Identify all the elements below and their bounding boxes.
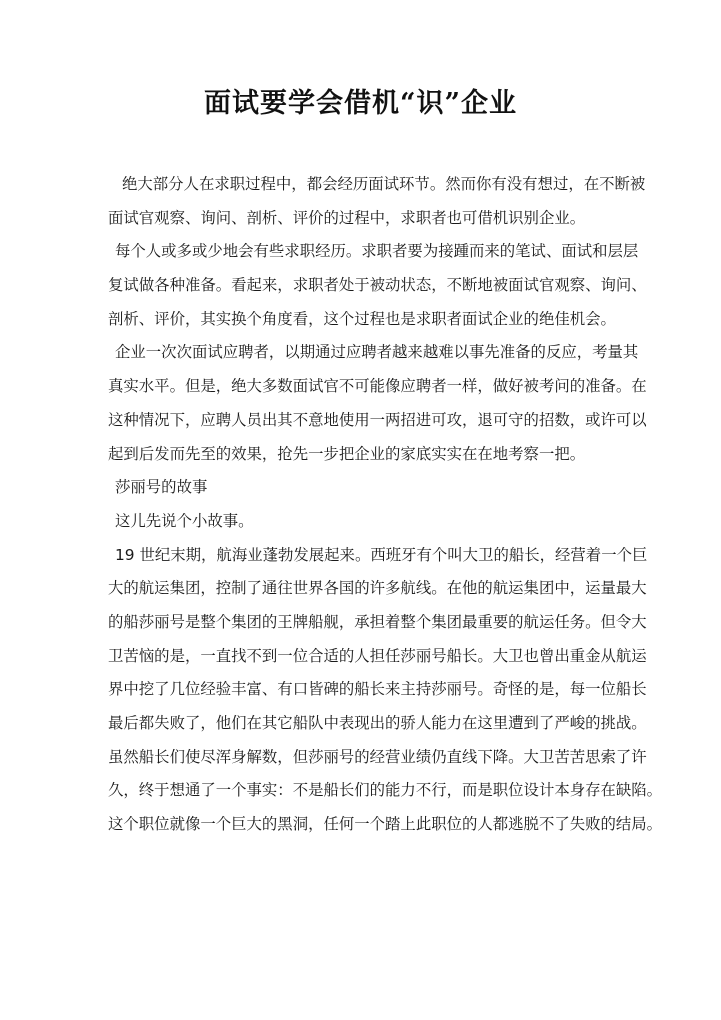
text-line: 虽然船长们使尽浑身解数，但莎丽号的经营业绩仍直线下降。大卫苦苦思索了许 — [108, 747, 647, 766]
text-line: 真实水平。但是，绝大多数面试官不可能像应聘者一样，做好被考问的准备。在 — [108, 377, 647, 396]
text-line: 的船莎丽号是整个集团的王牌船舰，承担着整个集团最重要的航运任务。但令大 — [108, 612, 647, 631]
text-line: 剖析、评价，其实换个角度看，这个过程也是求职者面试企业的绝佳机会。 — [108, 309, 616, 328]
text-line: 这个职位就像一个巨大的黑洞，任何一个踏上此职位的人都逃脱不了失败的结局。 — [108, 815, 663, 834]
text-line: 最后都失败了，他们在其它船队中表现出的骄人能力在这里遭到了严峻的挑战。 — [108, 714, 647, 732]
text-line: 企业一次次面试应聘者，以期通过应聘者越来越难以事先准备的反应，考量其 — [115, 343, 639, 362]
text-line: 大的航运集团，控制了通往世界各国的许多航线。在他的航运集团中，运量最大 — [108, 579, 647, 598]
text-line: 19 世纪末期，航海业蓬勃发展起来。西班牙有个叫大卫的船长，经营着一个巨 — [115, 545, 648, 564]
text-line: 每个人或多或少地会有些求职经历。求职者要为接踵而来的笔试、面试和层层 — [115, 242, 639, 261]
text-line: 面试官观察、询问、剖析、评价的过程中，求职者也可借机识别企业。 — [108, 208, 586, 227]
text-line: 卫苦恼的是，一直找不到一位合适的人担任莎丽号船长。大卫也曾出重金从航运 — [108, 646, 647, 665]
document-title: 面试要学会借机“识”企业 — [203, 88, 518, 119]
document-body — [108, 168, 663, 842]
text-line: 这种情况下，应聘人员出其不意地使用一两招进可攻，退可守的招数，或许可以 — [108, 410, 647, 429]
text-line: 绝大部分人在求职过程中，都会经历面试环节。然而你有没有想过，在不断被 — [122, 175, 646, 193]
text-line: 界中挖了几位经验丰富、有口皆碑的船长来主持莎丽号。奇怪的是，每一位船长 — [108, 680, 647, 699]
text-line: 复试做各种准备。看起来，求职者处于被动状态，不断地被面试官观察、询问、 — [108, 276, 647, 295]
text-line: 起到后发而先至的效果，抢先一步把企业的家底实实在在地考察一把。 — [108, 444, 586, 463]
text-line: 久，终于想通了一个事实：不是船长们的能力不行，而是职位设计本身存在缺陷。 — [108, 781, 663, 800]
text-line: 这儿先说个小故事。 — [115, 511, 254, 530]
section-heading: 莎丽号的故事 — [115, 478, 208, 497]
